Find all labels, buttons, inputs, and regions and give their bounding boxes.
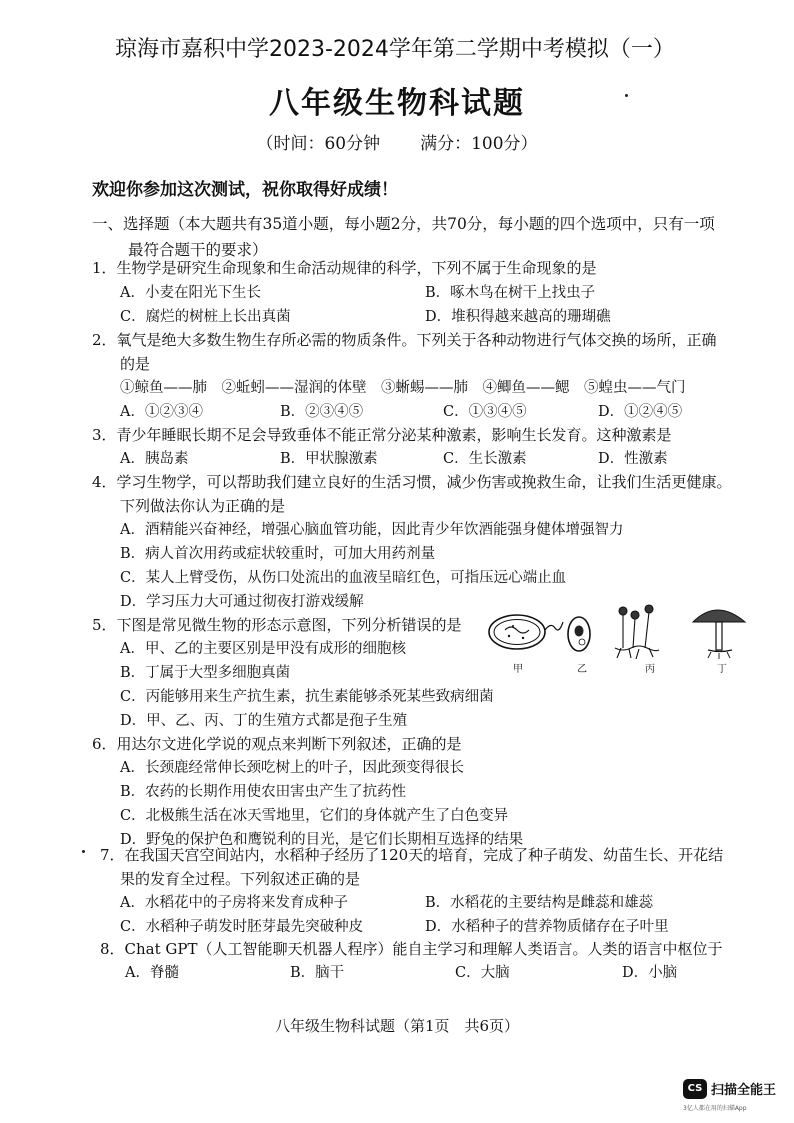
figure-label-yi: 乙 [577, 664, 587, 675]
q3-option-d: D．性激素 [598, 451, 668, 467]
q8-option-c: C．大脑 [455, 965, 510, 981]
q7-option-b: B．水稻花的主要结构是雌蕊和雄蕊 [425, 895, 654, 911]
exam-meta [0, 129, 794, 154]
figure-label-ding: 丁 [717, 664, 727, 675]
bacterium-illustration [489, 615, 563, 649]
exam-title: 八年级生物科试题 [269, 86, 525, 121]
q5-option-a: A．甲、乙的主要区别是甲没有成形的细胞核 [120, 641, 406, 657]
q2-items: ①鲸鱼——肺 ②蚯蚓——湿润的体壁 ③蜥蜴——肺 ④鲫鱼——鳃 ⑤蝗虫——气门 [120, 380, 686, 396]
q8-option-a: A．脊髓 [125, 965, 179, 981]
watermark-tagline: 3亿人都在用的扫描App [683, 1105, 747, 1112]
q7-stem-line1: 7．在我国天宫空间站内，水稻种子经历了120天的培育，完成了种子萌发、幼苗生长、开花结 [100, 846, 724, 864]
q3-option-b: B．甲状腺激素 [280, 451, 378, 467]
q8-option-d: D．小脑 [622, 965, 678, 981]
q6-option-d: D．野兔的保护色和鹰锐利的目光，是它们长期相互选择的结果 [120, 832, 524, 848]
q6-option-a: A．长颈鹿经常伸长颈吃树上的叶子，因此颈变得很长 [120, 760, 464, 776]
q4-option-a: A．酒精能兴奋神经，增强心脑血管功能，因此青少年饮酒能强身健体增强智力 [120, 522, 624, 538]
score-info: 满分：100分） [420, 134, 538, 154]
scan-speck [82, 850, 85, 853]
q7-stem-line2: 果的发育全过程。下列叙述正确的是 [120, 870, 361, 888]
q2-stem-line2: 的是 [120, 355, 151, 373]
mushroom-illustration [693, 610, 745, 659]
q3-option-a: A．胰岛素 [120, 451, 189, 467]
section-heading-line2: 最符合题干的要求） [128, 241, 268, 259]
q5-option-d: D．甲、乙、丙、丁的生殖方式都是孢子生殖 [120, 713, 408, 729]
q1-option-b: B．啄木鸟在树干上找虫子 [425, 285, 596, 301]
camscanner-logo-icon: CS [683, 1079, 707, 1099]
watermark-name: 扫描全能王 [711, 1083, 777, 1098]
q7-option-c: C．水稻种子萌发时胚芽最先突破种皮 [120, 919, 364, 935]
q1-option-a: A．小麦在阳光下生长 [120, 285, 261, 301]
q2-option-a: A．①②③④ [120, 404, 203, 420]
q4-stem-line1: 4．学习生物学，可以帮助我们建立良好的生活习惯，减少伤害或挽救生命，让我们生活更健康。 [92, 473, 732, 491]
q1-stem: 1．生物学是研究生命现象和生命活动规律的科学，下列不属于生命现象的是 [92, 259, 597, 277]
q7-option-a: A．水稻花中的子房将来发育成种子 [120, 895, 348, 911]
q7-option-d: D．水稻种子的营养物质储存在子叶里 [425, 919, 669, 935]
school-header: 琼海市嘉积中学2023-2024学年第二学期中考模拟（一） [115, 37, 675, 62]
q1-option-c: C．腐烂的树桩上长出真菌 [120, 309, 291, 325]
q4-option-c: C．某人上臂受伤，从伤口处流出的血液呈暗红色，可指压远心端止血 [120, 570, 567, 586]
mold-illustration [615, 605, 659, 659]
section-heading-line1: 一、选择题（本大题共有35道小题，每小题2分，共70分，每小题的四个选项中，只有一项 [92, 215, 715, 233]
q4-option-b: B．病人首次用药或症状较重时，可加大用药剂量 [120, 546, 436, 562]
q5-option-c: C．丙能够用来生产抗生素，抗生素能够杀死某些致病细菌 [120, 689, 494, 705]
q8-stem: 8．Chat GPT（人工智能聊天机器人程序）能自主学习和理解人类语言。人类的语言中枢位于 [100, 940, 723, 958]
q4-option-d: D．学习压力大可通过彻夜打游戏缓解 [120, 594, 364, 610]
q2-stem-line1: 2．氧气是绝大多数生物生存所必需的物质条件。下列关于各种动物进行气体交换的场所，正确 [92, 331, 717, 349]
q4-stem-line2: 下列做法你认为正确的是 [120, 497, 286, 515]
q2-option-d: D．①②④⑤ [598, 404, 683, 420]
figure-label-jia: 甲 [513, 664, 523, 675]
scan-speck [625, 94, 628, 97]
q2-option-c: C．①③④⑤ [443, 404, 527, 420]
q8-option-b: B．脑干 [290, 965, 345, 981]
yeast-illustration [568, 617, 590, 651]
q2-option-b: B．②③④⑤ [280, 404, 364, 420]
q5-option-b: B．丁属于大型多细胞真菌 [120, 665, 291, 681]
q1-option-d: D．堆积得越来越高的珊瑚礁 [425, 309, 611, 325]
q3-stem: 3．青少年睡眠长期不足会导致垂体不能正常分泌某种激素，影响生长发育。这种激素是 [92, 426, 672, 444]
q5-stem: 5．下图是常见微生物的形态示意图，下列分析错误的是 [92, 616, 462, 634]
scanner-watermark [683, 1077, 783, 1117]
q6-option-b: B．农药的长期作用使农田害虫产生了抗药性 [120, 784, 407, 800]
welcome-text: 欢迎你参加这次测试，祝你取得好成绩！ [92, 180, 398, 200]
q6-option-c: C．北极熊生活在冰天雪地里，它们的身体就产生了白色变异 [120, 808, 509, 824]
time-info: （时间：60分钟 [256, 134, 381, 154]
q3-option-c: C．生长激素 [443, 451, 527, 467]
q6-stem: 6．用达尔文进化学说的观点来判断下列叙述，正确的是 [92, 735, 462, 753]
figure-label-bing: 丙 [645, 664, 655, 675]
page-footer: 八年级生物科试题（第1页 共6页） [274, 1017, 520, 1035]
